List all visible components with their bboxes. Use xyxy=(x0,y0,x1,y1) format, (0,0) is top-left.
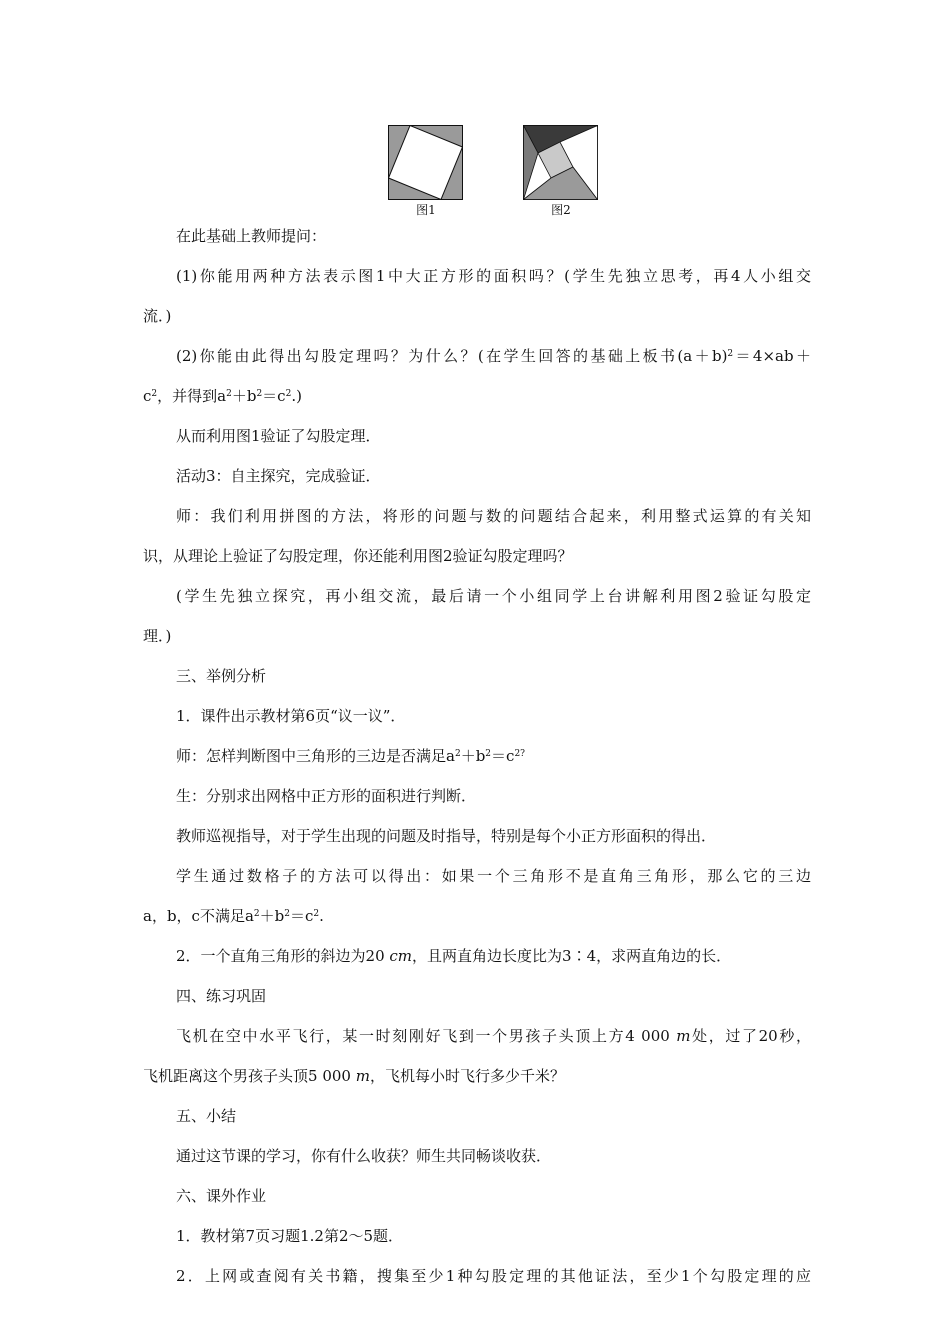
section-heading: 四、练习巩固 xyxy=(176,987,267,1005)
paragraph: 1．教材第7页习题1.2第2～5题． xyxy=(176,1227,404,1245)
paragraph: 在此基础上教师提问： xyxy=(176,227,327,245)
paragraph: 教师巡视指导，对于学生出现的问题及时指导，特别是每个小正方形面积的得出． xyxy=(176,827,717,845)
paragraph: 通过这节课的学习，你有什么收获？师生共同畅谈收获． xyxy=(176,1147,552,1165)
figure-1 xyxy=(388,125,464,217)
paragraph: (1)你能用两种方法表示图1中大正方形的面积吗？(学生先独立思考，再4人小组交 xyxy=(176,267,811,285)
section-heading: 五、小结 xyxy=(176,1107,237,1125)
paragraph: 飞机距离这个男孩子头顶5 000 m，飞机每小时飞行多少千米？ xyxy=(143,1067,565,1085)
paragraph: (2)你能由此得出勾股定理吗？为什么？(在学生回答的基础上板书$(a+b)^2=4\times ab+$ xyxy=(176,347,811,365)
document-body xyxy=(143,216,811,1296)
paragraph: 1．课件出示教材第6页“议一议”． xyxy=(176,707,406,725)
section-heading: 六、课外作业 xyxy=(176,1187,267,1205)
paragraph: a，b，c不满足$a^2+b^2=c^2$. xyxy=(143,907,324,925)
figure-1-caption: 图1 xyxy=(416,203,436,217)
section-heading: 三、举例分析 xyxy=(176,667,267,685)
paragraph: 从而利用图1验证了勾股定理． xyxy=(176,427,381,445)
figure-1-diagram xyxy=(388,125,463,200)
paragraph: 2．上网或查阅有关书籍，搜集至少1种勾股定理的其他证法，至少1个勾股定理的应 xyxy=(176,1267,811,1285)
paragraph: 理．) xyxy=(143,627,172,645)
paragraph: 2．一个直角三角形的斜边为20 cm，且两直角边长度比为3∶4，求两直角边的长． xyxy=(176,947,732,965)
paragraph: 活动3：自主探究，完成验证． xyxy=(176,467,381,485)
paragraph: 流．) xyxy=(143,307,172,325)
paragraph: 生：分别求出网格中正方形的面积进行判断． xyxy=(176,787,477,805)
figure-row xyxy=(388,125,600,219)
paragraph: 飞机在空中水平飞行，某一时刻刚好飞到一个男孩子头顶上方4 000 m处，过了20秒， xyxy=(176,1027,811,1045)
paragraph: 学生通过数格子的方法可以得出：如果一个三角形不是直角三角形，那么它的三边 xyxy=(176,867,811,885)
paragraph: 师：怎样判断图中三角形的三边是否满足$a^2+b^2=c^{2?}$ xyxy=(176,747,525,765)
figure-2 xyxy=(523,125,599,217)
paragraph: $c^2$，并得到$a^2+b^2=c^2$.) xyxy=(143,387,302,405)
figure-2-caption: 图2 xyxy=(551,203,571,217)
paragraph: (学生先独立探究，再小组交流，最后请一个小组同学上台讲解利用图2验证勾股定 xyxy=(176,587,811,605)
paragraph: 识，从理论上验证了勾股定理，你还能利用图2验证勾股定理吗？ xyxy=(143,547,573,565)
paragraph: 师：我们利用拼图的方法，将形的问题与数的问题结合起来，利用整式运算的有关知 xyxy=(176,507,811,525)
figure-2-diagram xyxy=(523,125,598,200)
